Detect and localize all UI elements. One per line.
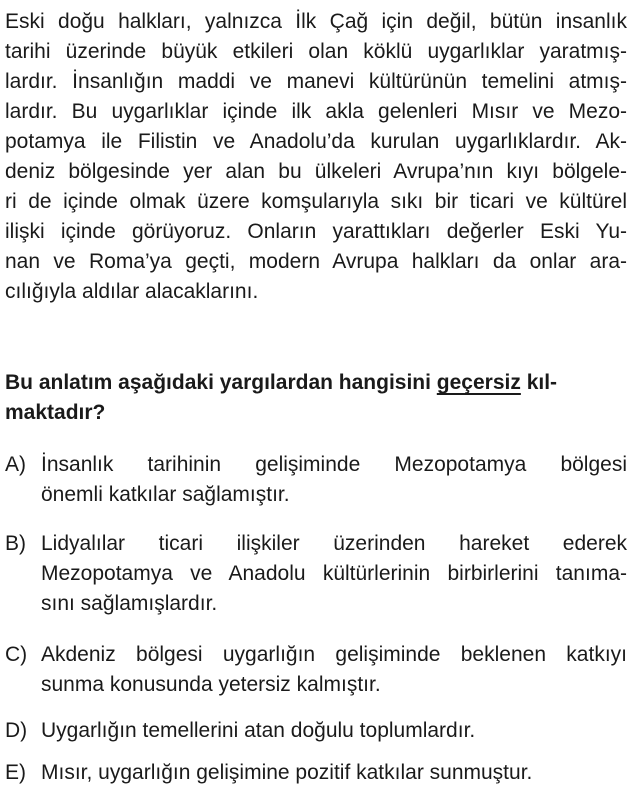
passage-line: deniz bölgesinde yer alan bu ülkeleri Avrupa’nın kıyı bölgele- — [5, 160, 627, 183]
emphasis-word: geçersiz — [436, 371, 521, 394]
option-letter: D) — [5, 719, 28, 742]
option-text — [41, 450, 627, 510]
option-letter: A) — [5, 453, 26, 476]
option-line: Akdeniz bölgesi uygarlığın gelişiminde beklenen katkıyı — [41, 643, 627, 666]
option-line: Mezopotamya ve Anadolu kültürlerinin birbirlerini tanıma- — [41, 562, 627, 585]
option-line: Mısır, uygarlığın gelişimine pozitif katkılar sunmuştur. — [41, 761, 533, 784]
option-line: sını sağlamışlardır. — [41, 592, 218, 615]
option-letter: B) — [5, 532, 26, 555]
passage-line: cılığıyla aldılar alacaklarını. — [5, 280, 259, 303]
question-line-2: maktadır? — [5, 401, 106, 424]
passage-line: nan ve Roma’ya geçti, modern Avrupa halkları da onlar ara- — [5, 250, 627, 273]
option-line: sunma konusunda yetersiz kalmıştır. — [41, 673, 381, 696]
passage-line: lardır. İnsanlığın maddi ve manevi kültürünün temelini atmış- — [5, 70, 627, 93]
passage-line: Eski doğu halkları, yalnızca İlk Çağ için değil, bütün insanlık — [5, 10, 627, 33]
question-text-before: Bu anlatım aşağıdaki yargılardan hangisini — [5, 371, 437, 394]
passage-line: potamya ile Filistin ve Anadolu’da kurulan uygarlıklardır. Ak- — [5, 130, 627, 153]
question-stem — [5, 368, 627, 428]
option-text — [41, 716, 627, 746]
passage-line: lardır. Bu uygarlıklar içinde ilk akla gelenleri Mısır ve Mezo- — [5, 100, 627, 123]
option-line: Lidyalılar ticari ilişkiler üzerinden hareket ederek — [41, 532, 627, 555]
question-text-after: kıl- — [520, 371, 558, 394]
option-text — [41, 758, 627, 788]
passage-line: ri de içinde olmak üzere komşularıyla sıkı bir ticari ve kültürel — [5, 190, 627, 213]
option-letter: E) — [5, 761, 26, 784]
option-line: İnsanlık tarihinin gelişiminde Mezopotamya bölgesi — [41, 453, 627, 476]
passage — [5, 7, 627, 307]
option-line: Uygarlığın temellerini atan doğulu toplumlardır. — [41, 719, 476, 742]
option-letter: C) — [5, 643, 28, 666]
passage-line: ilişki içinde görüyoruz. Onların yarattıkları değerler Eski Yu- — [5, 220, 627, 243]
question-line-1 — [5, 368, 627, 398]
passage-line: tarihi üzerinde büyük etkileri olan köklü uygarlıklar yaratmış- — [5, 40, 627, 63]
option-text — [41, 529, 627, 619]
option-text — [41, 640, 627, 700]
option-line: önemli katkılar sağlamıştır. — [41, 483, 290, 506]
